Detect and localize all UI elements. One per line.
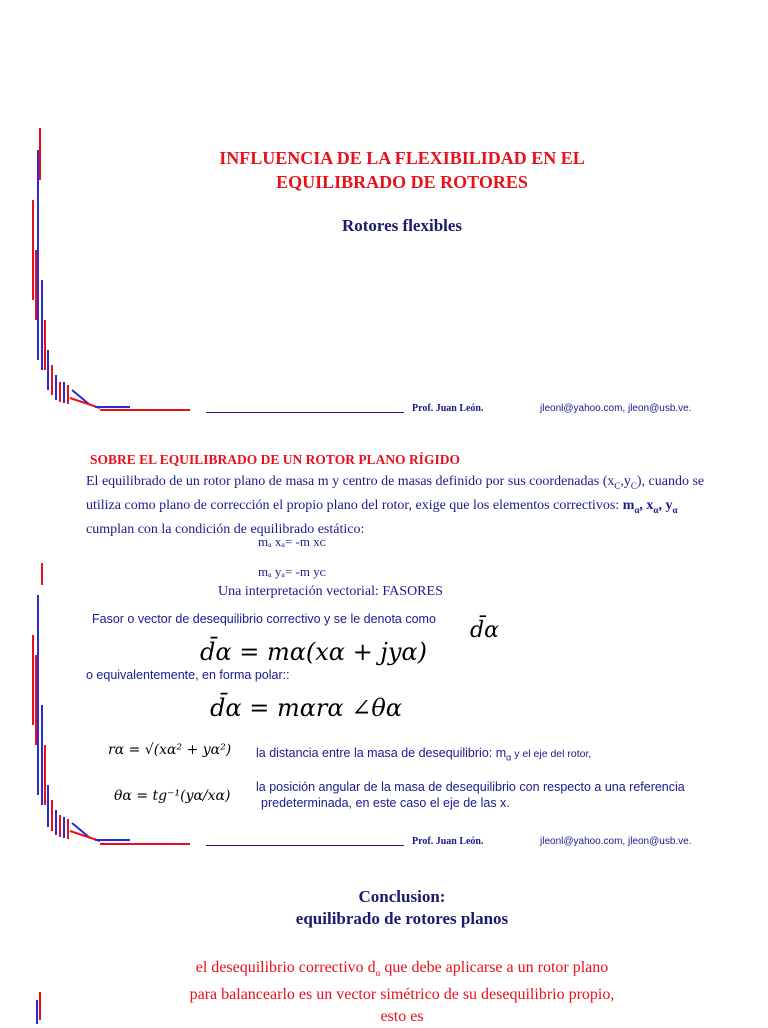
- body-line1-sub: α: [375, 968, 381, 979]
- body-line3: esto es: [380, 1008, 424, 1026]
- theta-line2: predeterminada, en este caso el eje de las x.: [261, 796, 510, 810]
- vector-interpretation-title: Una interpretación vectorial: FASORES: [218, 584, 443, 599]
- slide3-heading: [200, 886, 604, 930]
- para3-text: cumplan con la condición de equilibrado estático:: [86, 521, 365, 537]
- term-y: $y_\alpha$: [665, 497, 678, 515]
- footer-author: Prof. Juan León.: [412, 403, 484, 414]
- footer-author-2: Prof. Juan León.: [412, 836, 484, 847]
- para1-sub-2: C: [630, 480, 637, 491]
- decorative-bars-2: [0, 555, 200, 850]
- r-description: la distancia entre la masa de desequilibrio: $m_\alpha$ y el eje del rotor,: [256, 746, 592, 763]
- footer-divider-2: [206, 845, 404, 846]
- para1-part-b: ,y: [620, 474, 631, 489]
- formula-polar: d̄α = mαrα ∠θα: [210, 694, 402, 722]
- slide1-title-line1: INFLUENCIA DE LA FLEXIBILIDAD EN EL: [219, 148, 585, 168]
- formula-theta: θα = tg⁻¹(yα/xα): [114, 788, 231, 804]
- footer-emails-2: jleonl@yahoo.com, jleon@usb.ve.: [540, 836, 692, 847]
- theta-description: [256, 779, 685, 811]
- slide3-heading-line2: equilibrado de rotores planos: [295, 909, 509, 928]
- slide2-paragraph: [86, 472, 736, 539]
- formula-cartesian: d̄α = mα(xα + jyα): [200, 638, 427, 666]
- term-x: $x_\alpha$,: [646, 497, 666, 515]
- fasor-text: Fasor o vector de desequilibrio correctivo y se le denota como: [92, 612, 436, 626]
- equation-2: mₐ yₐ= -m yᴄ: [258, 564, 326, 579]
- slide3-heading-line1: Conclusion:: [358, 887, 446, 906]
- theta-line1: la posición angular de la masa de desequilibrio con respecto a una referencia: [256, 780, 685, 794]
- slide1-subtitle: Rotores flexibles: [341, 216, 463, 235]
- para1-part-a: El equilibrado de un rotor plano de masa m y centro de masas definido por sus coordenadas (x: [86, 474, 615, 489]
- body-line2: para balancearlo es un vector simétrico de su desequilibrio propio,: [189, 986, 615, 1004]
- slide1-title: [100, 146, 704, 194]
- footer-divider: [206, 412, 404, 413]
- para1-part-c: ), cuando se: [636, 474, 705, 489]
- polar-text: o equivalentemente, en forma polar::: [86, 668, 290, 682]
- fasor-symbol: d̄α: [470, 618, 499, 643]
- slide3-body: [100, 957, 704, 1028]
- body-line1-a: el desequilibrio correctivo d: [195, 959, 376, 976]
- slide2-heading: SOBRE EL EQUILIBRADO DE UN ROTOR PLANO RÍGIDO: [90, 452, 460, 467]
- body-line1-b: que debe aplicarse a un rotor plano: [380, 959, 609, 976]
- para1-sub-1: C: [614, 480, 621, 491]
- slide1-title-line2: EQUILIBRADO DE ROTORES: [276, 172, 528, 192]
- formula-r: rα = √(xα² + yα²): [108, 742, 232, 758]
- decorative-bars-3: [0, 990, 60, 1024]
- equation-1: mₐ xₐ= -m xᴄ: [258, 534, 326, 549]
- term-m: $m_\alpha$,: [622, 497, 647, 515]
- footer-emails: jleonl@yahoo.com, jleon@usb.ve.: [540, 403, 692, 414]
- para2-text: utiliza como plano de corrección el propio plano del rotor, exige que los elementos correctivos:: [86, 497, 620, 513]
